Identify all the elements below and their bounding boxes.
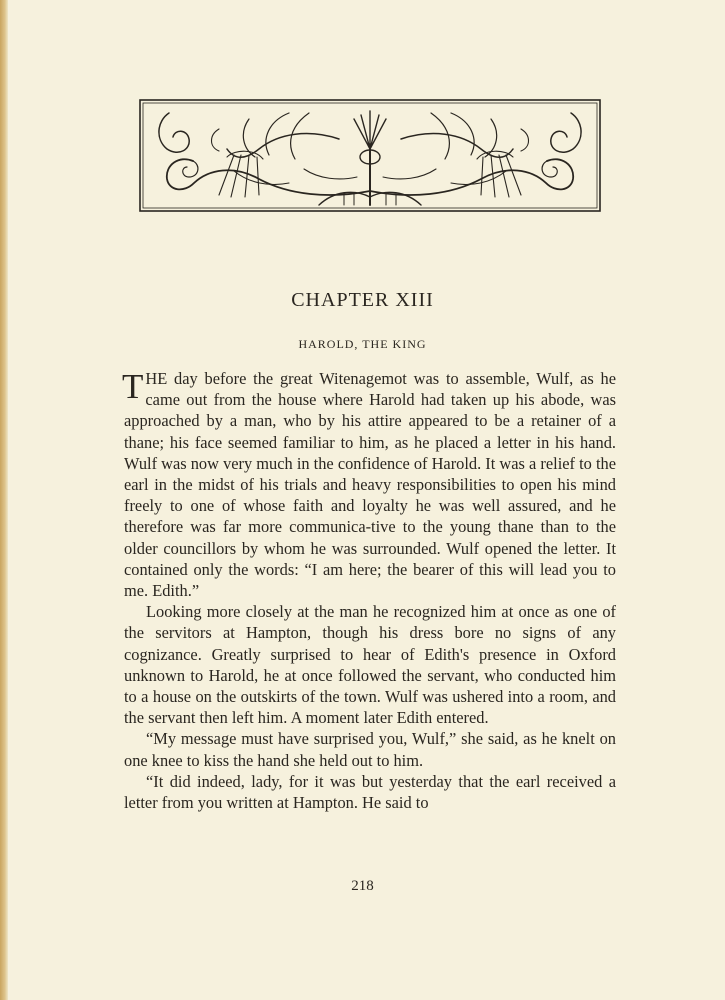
paragraph-4: “It did indeed, lady, for it was but yesterday that the earl received a letter from you written at Hampton. He said to: [124, 771, 616, 813]
acanthus-scroll-ornament-icon: [139, 99, 601, 212]
chapter-body: [124, 368, 616, 813]
page-number: 218: [351, 878, 374, 894]
book-spine-edge: [0, 0, 8, 1000]
drop-cap: T: [122, 367, 144, 406]
chapter-title: CHAPTER XIII: [291, 289, 434, 311]
paragraph-3: “My message must have surprised you, Wulf,” she said, as he knelt on one knee to kiss the hand she held out to him.: [124, 729, 616, 770]
chapter-subtitle: HAROLD, THE KING: [298, 337, 427, 351]
paragraph-1-text: HE day before the great Witenagemot was to assemble, Wulf, as he came out from the house where Harold had taken up his abode, was approached by a man, who by his attire appeared to be a retainer of a thane; his face seemed familiar to him, as he placed a letter in his hand. Wulf was now very much in the confidence of Harold. It was a relief to the earl in the midst of his trials and heavy responsibilities to open his mind freely to one of whose faith and loyalty he was well assured, and he therefore was far more communica-tive to the young thane than to the older councillors by whom he was surrounded. Wulf opened the letter. It contained only the words: “I am here; the bearer of this will lead you to me. Edith.”: [124, 369, 616, 601]
paragraph-1: [124, 368, 616, 601]
paragraph-2: Looking more closely at the man he recognized him at once as one of the servitors at Hampton, though his dress bore no signs of any cognizance. Greatly surprised to hear of Edith's presence in Oxford unknown to Harold, he at once followed the servant, who conducted him to a house on the outskirts of the town. Wulf was ushered into a room, and the servant then left him. A moment later Edith entered.: [124, 602, 616, 728]
